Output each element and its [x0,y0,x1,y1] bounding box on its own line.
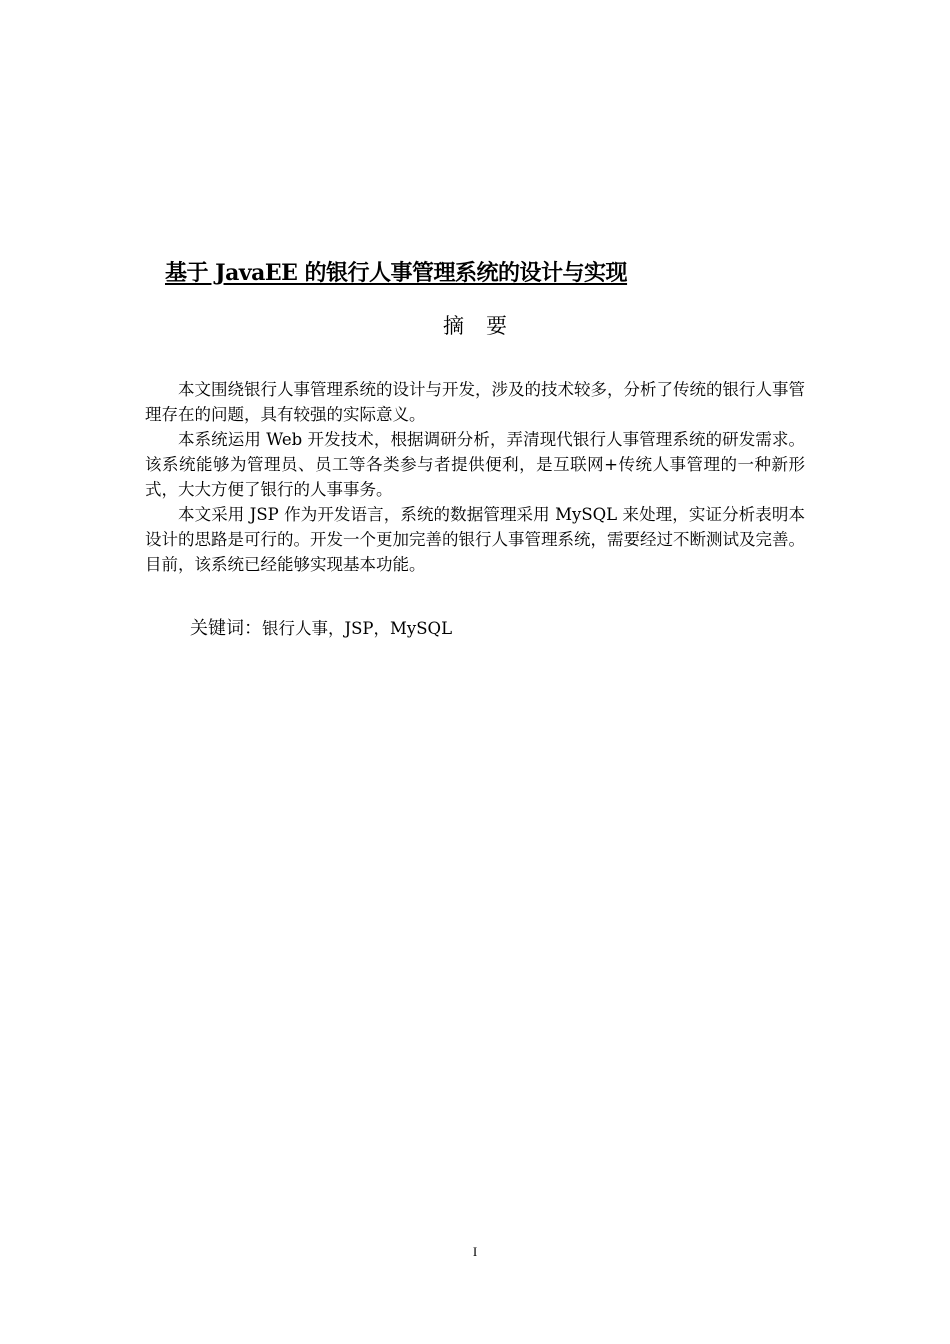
abstract-paragraph-2: 本系统运用 Web 开发技术，根据调研分析，弄清现代银行人事管理系统的研发需求。该系统能够为管理员、员工等各类参与者提供便利，是互联网+传统人事管理的一种新形式，大大方便了银行的人事事务。 [145,430,805,499]
abstract-body [145,377,805,577]
abstract-heading: 摘要 [443,314,529,338]
document-title: 基于 JavaEE 的银行人事管理系统的设计与实现 [165,260,628,286]
keywords-label: 关键词： [190,618,262,639]
abstract-paragraph-1: 本文围绕银行人事管理系统的设计与开发，涉及的技术较多，分析了传统的银行人事管理存在的问题，具有较强的实际意义。 [145,380,805,424]
keywords-value: 银行人事，JSP，MySQL [262,619,453,638]
keywords-line [190,614,452,640]
abstract-paragraph-3: 本文采用 JSP 作为开发语言，系统的数据管理采用 MySQL 来处理，实证分析表明本设计的思路是可行的。开发一个更加完善的银行人事管理系统，需要经过不断测试及完善。目前，该系统已经能够实现基本功能。 [145,505,805,574]
page-number: I [472,1244,478,1259]
